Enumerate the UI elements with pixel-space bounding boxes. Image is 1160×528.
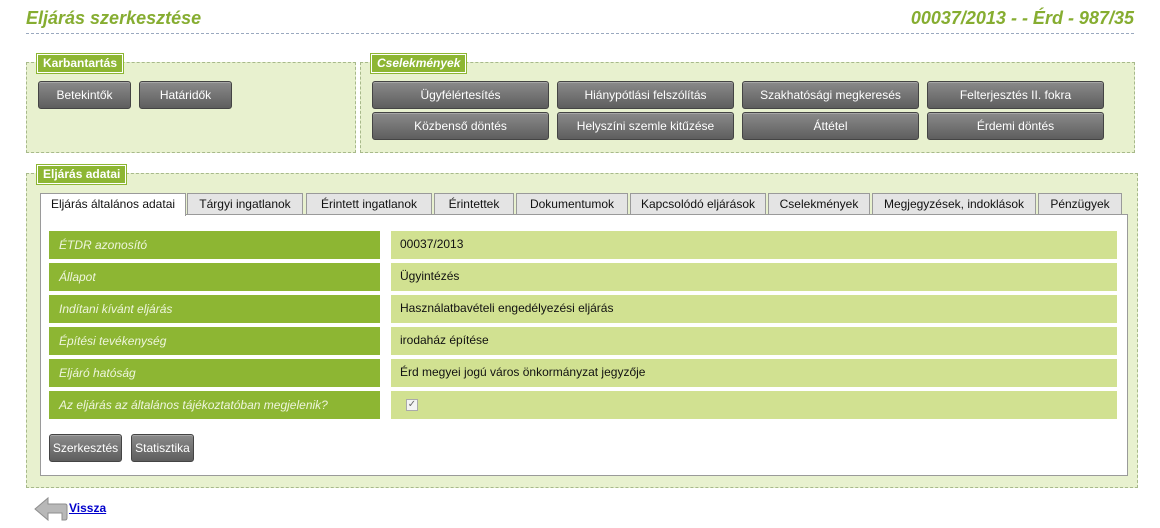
tab-affected-parties[interactable]: Érintettek [434,193,514,215]
tab-finances[interactable]: Pénzügyek [1038,193,1122,215]
interim-decision-button[interactable]: Közbenső döntés [372,112,549,140]
final-decision-button[interactable]: Érdemi döntés [927,112,1104,140]
authority-request-button[interactable]: Szakhatósági megkeresés [742,81,919,109]
field-label: Az eljárás az általános tájékoztatóban megjelenik? [49,391,380,419]
maintenance-panel [26,56,356,153]
field-label: ÉTDR azonosító [49,231,380,259]
actions-panel [360,56,1135,153]
statistics-button[interactable]: Statisztika [131,434,194,462]
case-number: 00037/2013 - - Érd - 987/35 [910,8,1134,28]
field-value: 00037/2013 [391,231,1117,259]
transfer-button[interactable]: Áttétel [742,112,919,140]
page-header [26,8,1134,34]
tab-affected-properties[interactable]: Érintett ingatlanok [306,193,432,215]
field-value: Ügyintézés [391,263,1117,291]
back-link[interactable]: Vissza [69,501,107,515]
tab-content-general [40,214,1128,476]
tab-notes[interactable]: Megjegyzések, indoklások [872,193,1036,215]
deadlines-button[interactable]: Határidők [139,81,232,109]
edit-button[interactable]: Szerkesztés [49,434,122,462]
tab-general[interactable]: Eljárás általános adatai [40,193,186,216]
tab-subject-properties[interactable]: Tárgyi ingatlanok [187,193,303,215]
actions-legend: Cselekmények [371,54,466,73]
tab-documents[interactable]: Dokumentumok [516,193,628,215]
checkbox-icon: ✓ [407,399,417,410]
tab-related-procedures[interactable]: Kapcsolódó eljárások [630,193,766,215]
maintenance-legend: Karbantartás [37,54,123,73]
deficiency-notice-button[interactable]: Hiánypótlási felszólítás [557,81,734,109]
tab-actions[interactable]: Cselekmények [768,193,870,215]
field-value: Használatbavételi engedélyezési eljárás [391,295,1117,323]
client-notification-button[interactable]: Ügyfélértesítés [372,81,549,109]
field-label: Indítani kívánt eljárás [49,295,380,323]
viewers-button[interactable]: Betekintők [38,81,131,109]
back-arrow-icon[interactable] [34,496,68,522]
field-label: Építési tevékenység [49,327,380,355]
field-label: Eljáró hatóság [49,359,380,387]
field-value: irodaház építése [391,327,1117,355]
field-value: Érd megyei jogú város önkormányzat jegyzője [391,359,1117,387]
field-value [391,391,1117,419]
page-title: Eljárás szerkesztése [26,8,202,28]
site-inspection-button[interactable]: Helyszíni szemle kitűzése [557,112,734,140]
field-label: Állapot [49,263,380,291]
details-legend: Eljárás adatai [37,165,126,184]
appeal-forward-button[interactable]: Felterjesztés II. fokra [927,81,1104,109]
